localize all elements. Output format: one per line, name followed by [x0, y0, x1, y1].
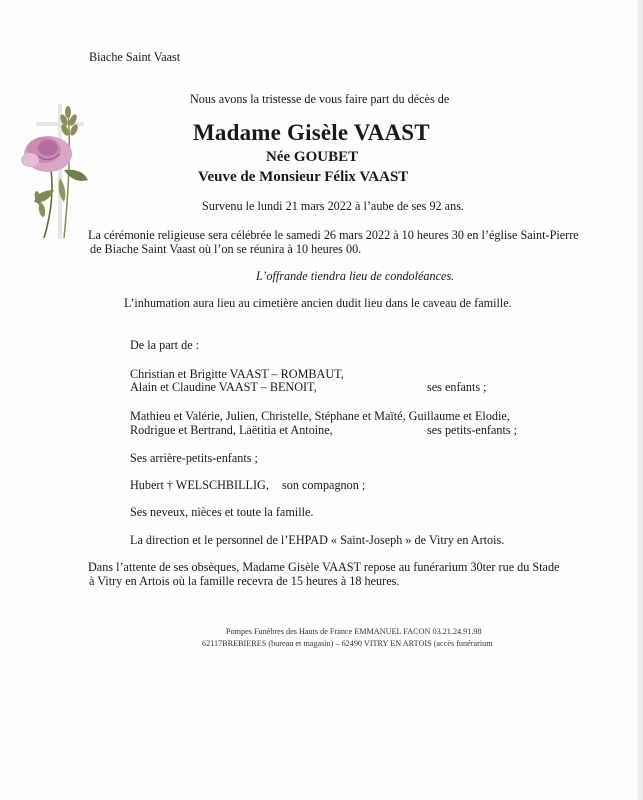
resting-line-1: Dans l’attente de ses obsèques, Madame Gisèle VAAST repose au funérarium 30ter rue du Stade [88, 560, 560, 574]
resting-line-2: à Vitry en Artois où la famille recevra de 15 heures à 18 heures. [89, 574, 400, 588]
grandchildren-line-1: Mathieu et Valérie, Julien, Christelle, Stéphane et Maïté, Guillaume et Elodie, [130, 409, 510, 423]
funeral-home-line-2: 62117BREBIERES (bureau et magasin) – 62490 VITRY EN ARTOIS (accès funérarium [202, 639, 493, 648]
ceremony-line-2: de Biache Saint Vaast où l’on se réunira à 10 heures 00. [90, 242, 362, 256]
page-edge-shadow [637, 0, 643, 800]
companion-relation: son compagnon ; [282, 478, 366, 492]
children-line-2: Alain et Claudine VAAST – BENOIT, [130, 380, 317, 394]
funeral-home-line-1: Pompes Funèbres des Hauts de France EMMANUEL FACON 03.21.24.91.98 [226, 627, 482, 636]
companion-name: Hubert † WELSCHBILLIG, [130, 478, 269, 492]
deceased-name: Madame Gisèle VAAST [193, 120, 430, 145]
children-line-1: Christian et Brigitte VAAST – ROMBAUT, [130, 367, 344, 381]
from-label: De la part de : [130, 338, 200, 352]
cross-rose-wheat-icon [8, 98, 98, 248]
grandchildren-line-2: Rodrigue et Bertrand, Laëtitia et Antoine, [130, 423, 333, 437]
burial-note: L’inhumation aura lieu au cimetière ancien dudit lieu dans le caveau de famille. [124, 296, 512, 310]
offering-note: L’offrande tiendra lieu de condoléances. [256, 269, 455, 283]
grandchildren-relation: ses petits-enfants ; [427, 423, 518, 437]
death-date: Survenu le lundi 21 mars 2022 à l’aube de ses 92 ans. [202, 199, 464, 213]
widow-of: Veuve de Monsieur Félix VAAST [198, 169, 409, 185]
ceremony-line-1: La cérémonie religieuse sera célébrée le samedi 26 mars 2022 à 10 heures 30 en l’église Saint-Pierre [88, 228, 579, 242]
great-grandchildren: Ses arrière-petits-enfants ; [130, 451, 258, 465]
nephews-nieces: Ses neveux, nièces et toute la famille. [130, 505, 314, 519]
children-relation: ses enfants ; [427, 380, 487, 394]
location-header: Biache Saint Vaast [89, 50, 181, 64]
maiden-name: Née GOUBET [266, 149, 359, 165]
ehpad-staff: La direction et le personnel de l’EHPAD « Saint-Joseph » de Vitry en Artois. [130, 533, 505, 547]
intro-text: Nous avons la tristesse de vous faire part du décès de [190, 92, 450, 106]
